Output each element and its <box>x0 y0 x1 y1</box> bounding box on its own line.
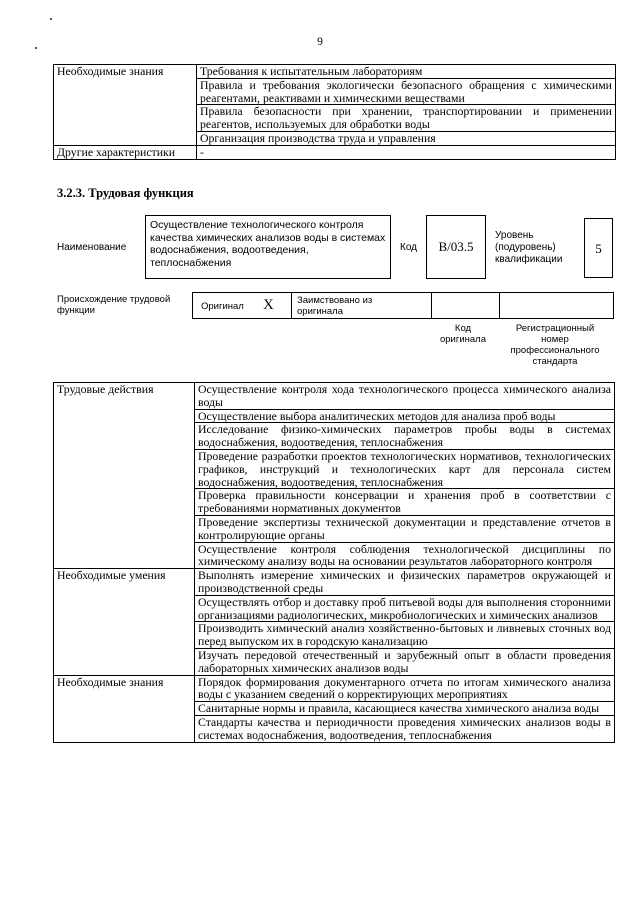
reg-number-cell <box>499 293 613 318</box>
row-item-text: Осуществлять отбор и доставку проб питьевой воды для выполнения сторонними организациями радиологических, микробиологических и химических анализов <box>195 595 615 622</box>
row-item-text: - <box>197 145 616 159</box>
row-item-text: Выполнять измерение химических и физических параметров окружающей и производственной среды <box>195 569 615 596</box>
level-value: 5 <box>595 241 602 256</box>
row-group-label: Необходимые знания <box>54 675 195 742</box>
row-item-text: Правила безопасности при хранении, транспортировании и применении реагентов, используемых для обработки воды <box>197 105 616 132</box>
row-group-label: Необходимые умения <box>54 569 195 675</box>
borrowed-label: Заимствовано из оригинала <box>297 295 373 317</box>
top-requirements-table <box>53 64 616 160</box>
row-item-text: Требования к испытательным лабораториям <box>197 65 616 79</box>
row-item-text: Проведение разработки проектов технологических нормативов, технологических графиков, инструкций и технологических карт для персонала систем водоснабжения, водоотведения, теплоснабжения <box>195 449 615 488</box>
row-item-text: Осуществление контроля соблюдения технологической дисциплины по химическому анализу воды на основании результатов лабораторного контроля <box>195 542 615 569</box>
row-group-label: Трудовые действия <box>54 383 195 569</box>
section-title: 3.2.3. Трудовая функция <box>57 186 194 200</box>
table-row <box>54 65 616 79</box>
scan-speck <box>50 18 52 20</box>
labor-function-table <box>53 382 615 743</box>
row-item-text: Санитарные нормы и правила, касающиеся качества химического анализа воды <box>195 702 615 716</box>
row-group-label: Необходимые знания <box>54 65 197 146</box>
table-row <box>54 569 615 596</box>
row-item-text: Осуществление выбора аналитических методов для анализа проб воды <box>195 409 615 423</box>
row-item-text: Осуществление контроля хода технологического процесса химического анализа воды <box>195 383 615 410</box>
borrowed-cell <box>291 293 432 318</box>
kod-originala-label: Код оригинала <box>439 323 486 345</box>
table-row <box>54 675 615 702</box>
naimenovanie-label: Наименование <box>57 242 127 253</box>
original-label: Оригинал <box>201 301 244 312</box>
row-item-text: Порядок формирования документарного отчета по итогам химического анализа воды с указанием сведений о корректирующих мероприятиях <box>195 675 615 702</box>
function-name: Осуществление технологического контроля качества химических анализов воды в системах водоснабжения, водоотведения, теплоснабжения <box>150 219 386 269</box>
level-label: Уровень (подуровень) квалификации <box>495 230 563 265</box>
kod-originala-cell <box>431 293 500 318</box>
kod-label: Код <box>400 242 418 253</box>
row-item-text: Исследование физико-химических параметров пробы воды в системах водоснабжения, водоотведения, теплоснабжения <box>195 423 615 450</box>
row-item-text: Проведение экспертизы технической документации и представление отчетов в контролирующие органы <box>195 515 615 542</box>
reg-number-label: Регистрационный номер профессионального стандарта <box>510 323 600 367</box>
function-name-box <box>145 215 391 279</box>
table-row <box>54 145 616 159</box>
row-group-label: Другие характеристики <box>54 145 197 159</box>
original-cell <box>193 293 292 318</box>
page-number: 9 <box>317 36 323 48</box>
row-item-text: Производить химический анализ хозяйственно-бытовых и ливневых сточных вод перед выпуском их в городскую канализацию <box>195 622 615 649</box>
original-mark: X <box>263 297 274 313</box>
level-value-box <box>584 218 613 278</box>
origin-row <box>192 292 614 319</box>
row-item-text: Проверка правильности консервации и хранения проб в соответствии с требованиями нормативных документов <box>195 489 615 516</box>
origin-label: Происхождение трудовой функции <box>57 294 171 316</box>
row-item-text: Правила и требования экологически безопасного обращения с химическими реагентами, реактивами и химическими веществами <box>197 78 616 105</box>
kod-value-box <box>426 215 486 279</box>
table-row <box>54 383 615 410</box>
row-item-text: Организация производства труда и управления <box>197 131 616 145</box>
row-item-text: Изучать передовой отечественный и зарубежный опыт в области проведения лабораторных химических анализов воды <box>195 648 615 675</box>
kod-value: В/03.5 <box>438 239 474 254</box>
row-item-text: Стандарты качества и периодичности проведения химических анализов воды в системах водоснабжения, водоотведения, теплоснабжения <box>195 715 615 742</box>
